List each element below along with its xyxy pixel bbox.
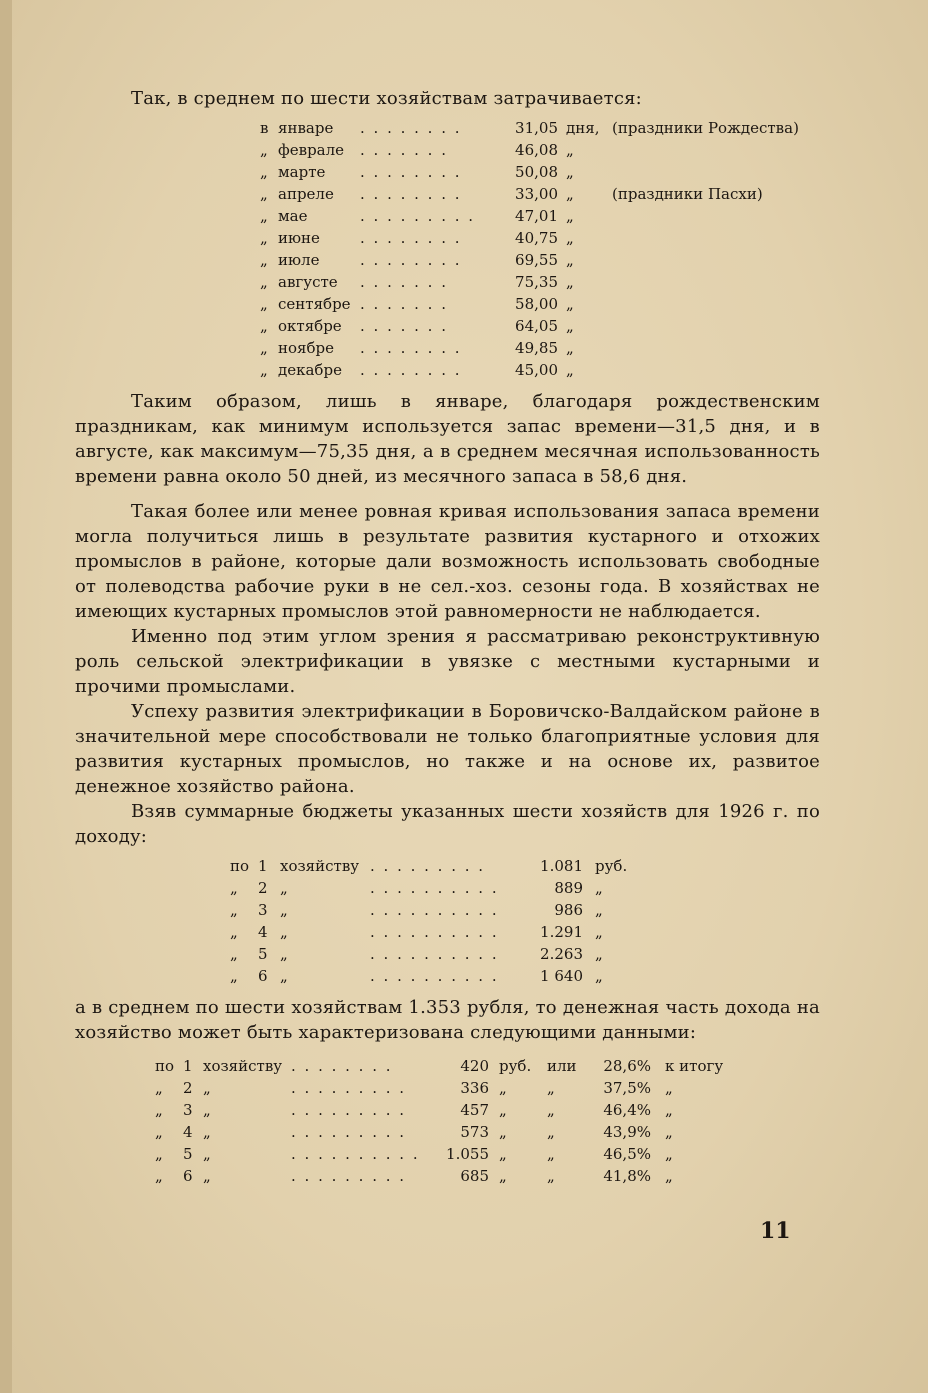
household-number: 4 bbox=[183, 1123, 193, 1141]
month-row bbox=[260, 359, 799, 381]
income-value: 1.291 bbox=[540, 923, 583, 941]
month-prefix: „ bbox=[260, 141, 268, 159]
month-name: январе bbox=[278, 119, 334, 137]
cash-percent: 37,5% bbox=[603, 1079, 651, 1097]
month-value: 64,05 bbox=[515, 317, 558, 335]
paragraph-success: Успеху развития электрификации в Боровичско-Валдайском районе в значительной мере способствовали не только благоприятные условия для развития кустарных промыслов, но также и на основе их, развитое денежное хозяйство района. bbox=[75, 701, 820, 797]
month-value: 75,35 bbox=[515, 273, 558, 291]
household-number: 2 bbox=[258, 879, 268, 897]
leader-dots: . . . . . . . . . . bbox=[370, 945, 499, 963]
month-prefix: „ bbox=[260, 361, 268, 379]
cash-unit: „ bbox=[499, 1079, 507, 1097]
monthly-time-table bbox=[260, 117, 799, 381]
month-value: 58,00 bbox=[515, 295, 558, 313]
row-prefix: „ bbox=[230, 879, 238, 897]
leader-dots: . . . . . . . . bbox=[360, 251, 462, 269]
or-word: „ bbox=[547, 1167, 555, 1185]
paragraph-cash-intro: а в среднем по шести хозяйствам 1.353 рубля, то денежная часть дохода на хозяйство может быть характеризована следующими данными: bbox=[75, 997, 820, 1043]
leader-dots: . . . . . . . . . . bbox=[370, 923, 499, 941]
leader-dots: . . . . . . . . bbox=[360, 339, 462, 357]
income-row bbox=[230, 921, 627, 943]
month-row bbox=[260, 205, 799, 227]
row-prefix: по bbox=[230, 857, 250, 875]
month-prefix: „ bbox=[260, 207, 268, 225]
household-number: 6 bbox=[183, 1167, 193, 1185]
month-row bbox=[260, 183, 799, 205]
cash-value: 420 bbox=[460, 1057, 489, 1075]
row-prefix: „ bbox=[155, 1167, 163, 1185]
month-value: 40,75 bbox=[515, 229, 558, 247]
paragraph-summary: Таким образом, лишь в январе, благодаря рождественским праздникам, как минимум используется запас времени—31,5 дня, и в августе, как максимум—75,35 дня, а в среднем месячная использованность времени равна около 50 дней, из месячного запаса в 58,6 дня. bbox=[75, 391, 820, 487]
month-note bbox=[606, 359, 799, 381]
household-number: 5 bbox=[258, 945, 268, 963]
month-prefix: „ bbox=[260, 185, 268, 203]
row-prefix: по bbox=[155, 1057, 175, 1075]
household-word: „ bbox=[203, 1079, 211, 1097]
leader-dots: . . . . . . . . . . bbox=[370, 879, 499, 897]
month-value: 47,01 bbox=[515, 207, 558, 225]
month-prefix: „ bbox=[260, 339, 268, 357]
month-unit: дня, bbox=[566, 119, 600, 137]
month-note: (праздники Пасхи) bbox=[612, 185, 763, 203]
leader-dots: . . . . . . . . bbox=[360, 361, 462, 379]
cash-value: 685 bbox=[460, 1167, 489, 1185]
income-value: 2.263 bbox=[540, 945, 583, 963]
month-unit: „ bbox=[566, 273, 574, 291]
income-unit: руб. bbox=[595, 857, 628, 875]
month-prefix: „ bbox=[260, 273, 268, 291]
total-note: „ bbox=[665, 1145, 673, 1163]
cash-unit: руб. bbox=[499, 1057, 532, 1075]
month-name: декабре bbox=[278, 361, 342, 379]
leader-dots: . . . . . . . . . bbox=[291, 1079, 407, 1097]
cash-value: 1.055 bbox=[446, 1145, 489, 1163]
month-unit: „ bbox=[566, 185, 574, 203]
cash-row bbox=[155, 1055, 723, 1077]
income-row bbox=[230, 965, 627, 987]
month-value: 31,05 bbox=[515, 119, 558, 137]
household-number: 5 bbox=[183, 1145, 193, 1163]
paragraph-viewpoint: Именно под этим углом зрения я рассматриваю реконструктивную роль сельской электрификации в увязке с местными кустарными и прочими промыслами. bbox=[75, 626, 820, 697]
leader-dots: . . . . . . . bbox=[360, 273, 448, 291]
month-note bbox=[606, 161, 799, 183]
paragraph-budgets: Взяв суммарные бюджеты указанных шести хозяйств для 1926 г. по доходу: bbox=[75, 801, 820, 847]
month-value: 49,85 bbox=[515, 339, 558, 357]
or-word: „ bbox=[547, 1101, 555, 1119]
intro-line: Так, в среднем по шести хозяйствам затрачивается: bbox=[131, 88, 642, 109]
household-word: „ bbox=[203, 1123, 211, 1141]
household-number: 3 bbox=[183, 1101, 193, 1119]
cash-percent: 46,4% bbox=[603, 1101, 651, 1119]
month-unit: „ bbox=[566, 251, 574, 269]
or-word: „ bbox=[547, 1145, 555, 1163]
month-unit: „ bbox=[566, 163, 574, 181]
household-word: хозяйству bbox=[280, 857, 360, 875]
month-row bbox=[260, 139, 799, 161]
month-name: апреле bbox=[278, 185, 334, 203]
month-name: сентябре bbox=[278, 295, 351, 313]
month-note bbox=[606, 227, 799, 249]
month-prefix: „ bbox=[260, 229, 268, 247]
row-prefix: „ bbox=[230, 923, 238, 941]
cash-row bbox=[155, 1121, 723, 1143]
month-value: 45,00 bbox=[515, 361, 558, 379]
month-prefix: „ bbox=[260, 163, 268, 181]
cash-percent: 41,8% bbox=[603, 1167, 651, 1185]
month-note bbox=[606, 249, 799, 271]
leader-dots: . . . . . . . . . . bbox=[370, 901, 499, 919]
month-prefix: „ bbox=[260, 317, 268, 335]
leader-dots: . . . . . . . . bbox=[360, 163, 462, 181]
cash-row bbox=[155, 1165, 723, 1187]
income-row bbox=[230, 855, 627, 877]
leader-dots: . . . . . . . bbox=[360, 317, 448, 335]
household-number: 1 bbox=[258, 857, 268, 875]
household-number: 4 bbox=[258, 923, 268, 941]
month-unit: „ bbox=[566, 295, 574, 313]
row-prefix: „ bbox=[155, 1123, 163, 1141]
month-value: 46,08 bbox=[515, 141, 558, 159]
cash-value: 336 bbox=[460, 1079, 489, 1097]
cash-percent: 46,5% bbox=[603, 1145, 651, 1163]
cash-value: 573 bbox=[460, 1123, 489, 1141]
month-prefix: в bbox=[260, 119, 269, 137]
month-row bbox=[260, 249, 799, 271]
total-note: „ bbox=[665, 1167, 673, 1185]
month-unit: „ bbox=[566, 317, 574, 335]
total-note: „ bbox=[665, 1079, 673, 1097]
cash-percent: 43,9% bbox=[603, 1123, 651, 1141]
leader-dots: . . . . . . . bbox=[360, 141, 448, 159]
month-prefix: „ bbox=[260, 295, 268, 313]
leader-dots: . . . . . . . . . . bbox=[291, 1145, 420, 1163]
household-word: „ bbox=[203, 1145, 211, 1163]
leader-dots: . . . . . . . . . bbox=[360, 207, 476, 225]
leader-dots: . . . . . . . . . bbox=[291, 1101, 407, 1119]
income-unit: „ bbox=[595, 879, 603, 897]
cash-value: 457 bbox=[460, 1101, 489, 1119]
cash-row bbox=[155, 1143, 723, 1165]
month-note: (праздники Рождества) bbox=[612, 119, 799, 137]
leader-dots: . . . . . . . . bbox=[360, 185, 462, 203]
month-row bbox=[260, 227, 799, 249]
month-name: октябре bbox=[278, 317, 342, 335]
income-table bbox=[230, 855, 627, 987]
month-note bbox=[606, 205, 799, 227]
income-row bbox=[230, 877, 627, 899]
or-word: или bbox=[547, 1057, 577, 1075]
total-note: к итогу bbox=[665, 1057, 724, 1075]
or-word: „ bbox=[547, 1123, 555, 1141]
cash-unit: „ bbox=[499, 1167, 507, 1185]
month-row bbox=[260, 161, 799, 183]
cash-unit: „ bbox=[499, 1123, 507, 1141]
month-row bbox=[260, 117, 799, 139]
month-unit: „ bbox=[566, 229, 574, 247]
month-row bbox=[260, 337, 799, 359]
month-note bbox=[606, 271, 799, 293]
paragraph-curve: Такая более или менее ровная кривая использования запаса времени могла получиться лишь в результате развития кустарного и отхожих промыслов в районе, которые дали возможность использовать свободные от полеводства рабочие руки в не сел.-хоз. сезоны года. В хозяйствах не имеющих кустарных промыслов этой равномерности не наблюдается. bbox=[75, 501, 820, 622]
month-name: мае bbox=[278, 207, 308, 225]
income-row bbox=[230, 899, 627, 921]
row-prefix: „ bbox=[230, 967, 238, 985]
month-name: июле bbox=[278, 251, 320, 269]
household-word: „ bbox=[203, 1101, 211, 1119]
month-value: 69,55 bbox=[515, 251, 558, 269]
income-unit: „ bbox=[595, 923, 603, 941]
page-content bbox=[75, 86, 820, 1187]
month-row bbox=[260, 293, 799, 315]
month-value: 33,00 bbox=[515, 185, 558, 203]
income-value: 1 640 bbox=[540, 967, 583, 985]
row-prefix: „ bbox=[155, 1145, 163, 1163]
month-unit: „ bbox=[566, 141, 574, 159]
household-word: „ bbox=[280, 945, 288, 963]
month-note bbox=[606, 293, 799, 315]
month-name: июне bbox=[278, 229, 320, 247]
leader-dots: . . . . . . . . bbox=[360, 229, 462, 247]
leader-dots: . . . . . . . . . bbox=[370, 857, 486, 875]
cash-row bbox=[155, 1099, 723, 1121]
income-row bbox=[230, 943, 627, 965]
or-word: „ bbox=[547, 1079, 555, 1097]
cash-percent: 28,6% bbox=[603, 1057, 651, 1075]
leader-dots: . . . . . . . . . bbox=[291, 1123, 407, 1141]
household-word: „ bbox=[280, 923, 288, 941]
household-word: „ bbox=[280, 879, 288, 897]
household-number: 6 bbox=[258, 967, 268, 985]
row-prefix: „ bbox=[230, 945, 238, 963]
household-number: 3 bbox=[258, 901, 268, 919]
month-unit: „ bbox=[566, 339, 574, 357]
household-word: „ bbox=[203, 1167, 211, 1185]
row-prefix: „ bbox=[230, 901, 238, 919]
income-unit: „ bbox=[595, 967, 603, 985]
income-unit: „ bbox=[595, 901, 603, 919]
leader-dots: . . . . . . . . bbox=[291, 1057, 393, 1075]
income-unit: „ bbox=[595, 945, 603, 963]
month-name: феврале bbox=[278, 141, 345, 159]
total-note: „ bbox=[665, 1101, 673, 1119]
income-value: 889 bbox=[554, 879, 583, 897]
cash-row bbox=[155, 1077, 723, 1099]
household-word: „ bbox=[280, 967, 288, 985]
month-name: марте bbox=[278, 163, 326, 181]
leader-dots: . . . . . . . . bbox=[360, 119, 462, 137]
page-edge bbox=[0, 0, 12, 1393]
month-value: 50,08 bbox=[515, 163, 558, 181]
household-number: 2 bbox=[183, 1079, 193, 1097]
month-note bbox=[606, 139, 799, 161]
month-prefix: „ bbox=[260, 251, 268, 269]
month-name: августе bbox=[278, 273, 338, 291]
month-unit: „ bbox=[566, 207, 574, 225]
month-name: ноябре bbox=[278, 339, 335, 357]
total-note: „ bbox=[665, 1123, 673, 1141]
household-word: хозяйству bbox=[203, 1057, 283, 1075]
row-prefix: „ bbox=[155, 1079, 163, 1097]
month-note bbox=[606, 315, 799, 337]
month-row bbox=[260, 315, 799, 337]
page-number: 11 bbox=[760, 1218, 791, 1244]
month-note bbox=[606, 337, 799, 359]
household-word: „ bbox=[280, 901, 288, 919]
row-prefix: „ bbox=[155, 1101, 163, 1119]
leader-dots: . . . . . . . . . . bbox=[370, 967, 499, 985]
cash-income-table bbox=[155, 1055, 723, 1187]
month-row bbox=[260, 271, 799, 293]
cash-unit: „ bbox=[499, 1145, 507, 1163]
cash-unit: „ bbox=[499, 1101, 507, 1119]
income-value: 986 bbox=[554, 901, 583, 919]
leader-dots: . . . . . . . . . bbox=[291, 1167, 407, 1185]
leader-dots: . . . . . . . bbox=[360, 295, 448, 313]
month-unit: „ bbox=[566, 361, 574, 379]
household-number: 1 bbox=[183, 1057, 193, 1075]
income-value: 1.081 bbox=[540, 857, 583, 875]
